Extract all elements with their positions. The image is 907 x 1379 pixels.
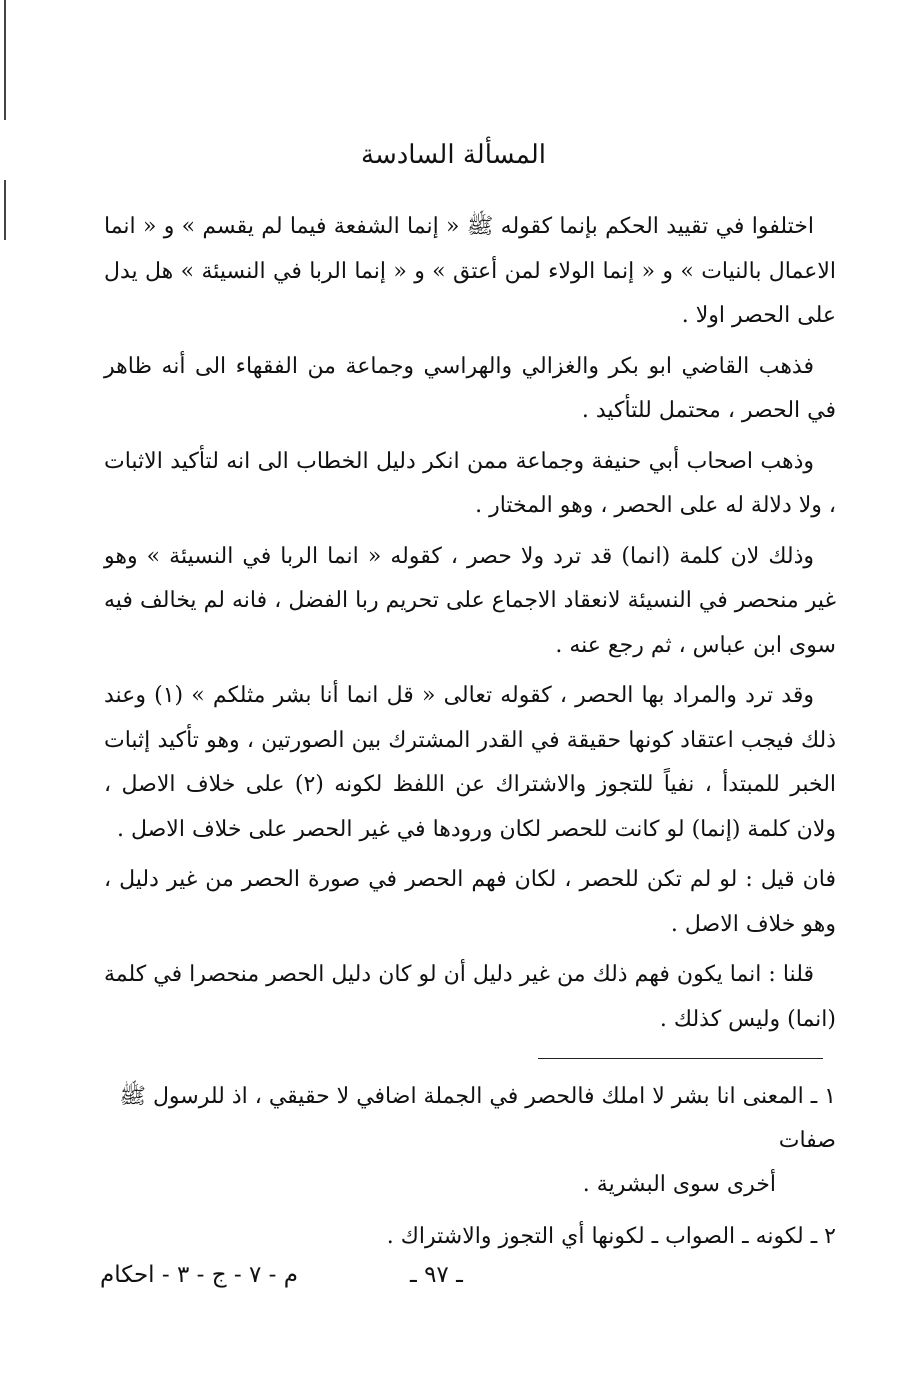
footnote-divider (538, 1058, 823, 1059)
paragraph: فان قيل : لو لم تكن للحصر ، لكان فهم الحصر في صورة الحصر من غير دليل ، وهو خلاف الاصل . (104, 867, 836, 937)
signature-mark: م - ٧ - ج - ٣ - احكام (100, 1262, 298, 1288)
paragraph: قلنا : انما يكون فهم ذلك من غير دليل أن لو كان دليل الحصر منحصرا في كلمة (انما) وليس كذلك . (104, 962, 836, 1032)
paragraph: اختلفوا في تقييد الحكم بإنما كقوله ﷺ « إنما الشفعة فيما لم يقسم » و « انما الاعمال بالنيات » و « إنما الولاء لمن أعتق » و « إنما الربا في النسيئة » هل يدل على الحصر اولا . (104, 214, 836, 328)
footnote (104, 1215, 836, 1259)
body-text (104, 205, 836, 1042)
footnote-number: ١ (824, 1084, 836, 1109)
footnote-number: ٢ (824, 1224, 836, 1249)
paragraph: فذهب القاضي ابو بكر والغزالي والهراسي وجماعة من الفقهاء الى أنه ظاهر في الحصر ، محتمل للتأكيد . (104, 353, 836, 423)
footnote-text: ـ المعنى انا بشر لا املك فالحصر في الجملة اضافي لا حقيقي ، اذ للرسول ﷺ صفات (119, 1084, 836, 1153)
page-number: ـ ٩٧ ـ (410, 1262, 463, 1288)
section-heading: المسألة السادسة (361, 140, 546, 170)
paragraph: وقد ترد والمراد بها الحصر ، كقوله تعالى « قل انما أنا بشر مثلكم » (١) وعند ذلك فيجب اعتقاد كونها حقيقة في القدر المشترك بين الصورتين ، وهو تأكيد إثبات الخبر للمبتدأ ، نفياً للتجوز والاشتراك عن اللفظ لكونه (٢) على خلاف الاصل ، ولان كلمة (إنما) لو كانت للحصر لكان ورودها في غير الحصر على خلاف الاصل . (104, 683, 837, 842)
footnote-text: ـ لكونه ـ الصواب ـ لكونها أي التجوز والاشتراك . (386, 1224, 818, 1249)
footnotes (104, 1075, 836, 1259)
paragraph: وذلك لان كلمة (انما) قد ترد ولا حصر ، كقوله « انما الربا في النسيئة » وهو غير منحصر في النسيئة لانعقاد الاجماع على تحريم ربا الفضل ، فانه لم يخالف فيه سوى ابن عباس ، ثم رجع عنه . (104, 543, 836, 658)
footnote-continuation: أخرى سوى البشرية . (582, 1172, 776, 1197)
scan-edge-line (4, 180, 6, 240)
footnote (104, 1075, 836, 1163)
scan-edge-line (4, 0, 6, 120)
paragraph: وذهب اصحاب أبي حنيفة وجماعة ممن انكر دليل الخطاب الى انه لتأكيد الاثبات ، ولا دلالة له على الحصر ، وهو المختار . (104, 448, 836, 518)
